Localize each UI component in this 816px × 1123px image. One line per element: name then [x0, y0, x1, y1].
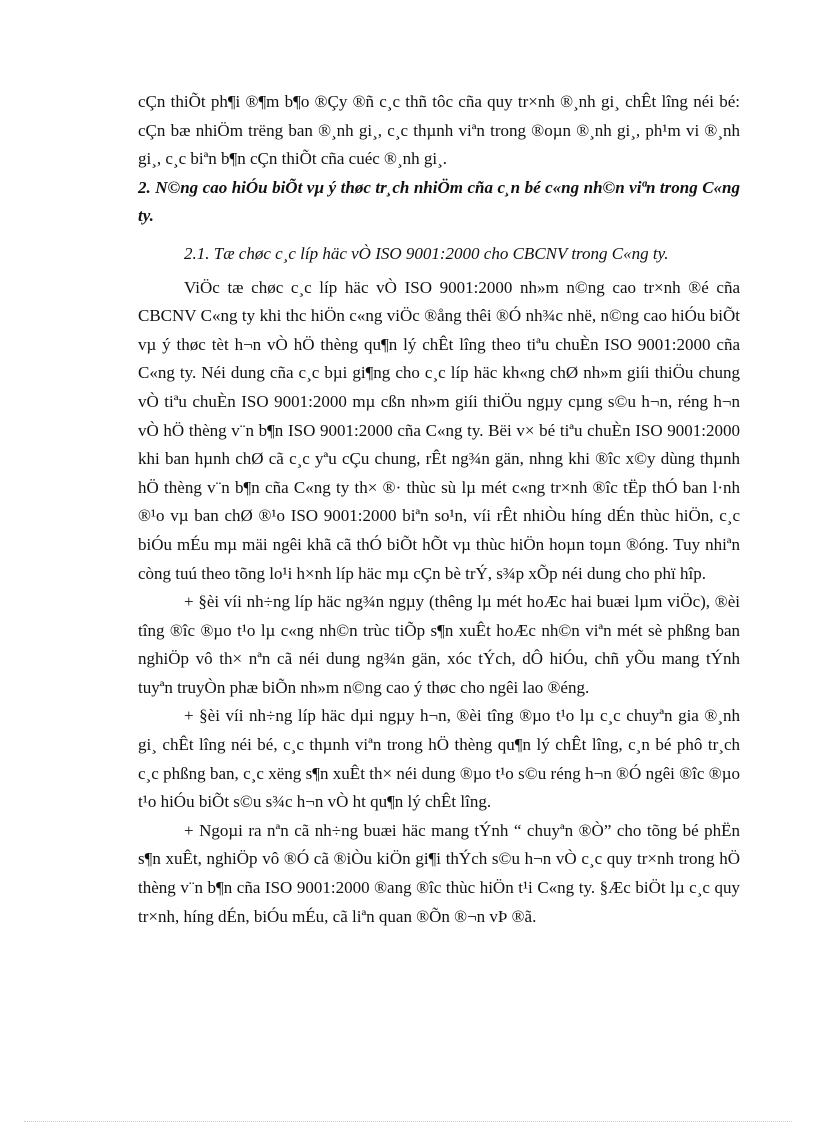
body-paragraph-1: ViÖc tæ chøc c¸c líp häc vÒ ISO 9001:2000 nh»m n©ng cao tr×nh ®é cña CBCNV C«ng ty khi thc hiÖn c«ng viÖc ®ång thêi ®Ó nh¾c nhë, n©ng cao hiÓu biÕt vµ ý thøc tèt h¬n vÒ hÖ thèng qu¶n lý chÊt lîng theo tiªu chuÈn ISO 9001:2000 cña C«ng ty. Néi dung cña c¸c bµi gi¶ng cho c¸c líp häc kh«ng chØ nh»m giíi thiÖu chung vÒ tiªu chuÈn ISO 9001:2000 mµ cßn nh»m giíi thiÖu ngµy cµng s©u h¬n, réng h¬n vÒ hÖ thèng v¨n b¶n ISO 9001:2000 cña C«ng ty. Bëi v× bé tiªu chuÈn ISO 9001:2000 khi ban hµnh chØ cã c¸c yªu cÇu chung, rÊt ng¾n gän, nhng khi ®îc x©y dùng thµnh hÖ thèng v¨n b¶n cña C«ng ty th× ®· thùc sù lµ mét c«ng tr×nh ®îc tËp thÓ ban l·nh ®¹o vµ ban chØ ®¹o ISO 9001:2000 biªn so¹n, víi rÊt nhiÒu híng dÉn thùc hiÖn, c¸c biÓu mÉu mµ mäi ngêi khã cã thÓ biÕt hÕt vµ thùc hiÖn hoµn toµn ®óng. Tuy nhiªn còng tuú theo tõng lo¹i h×nh líp häc mµ cÇn bè trÝ, s¾p xÕp néi dung cho phï hîp.	[138, 277, 740, 583]
document-page	[138, 88, 740, 931]
intro-paragraph: cÇn thiÕt ph¶i ®¶m b¶o ®Çy ®ñ c¸c thñ tôc cña quy tr×nh ®¸nh gi¸ chÊt lîng néi bé: cÇn bæ nhiÖm trëng ban ®¸nh gi¸, c¸c thµnh viªn trong ®oµn ®¸nh gi¸, ph¹m vi ®¸nh gi¸, c¸c biªn b¶n cÇn thiÕt cña cuéc ®¸nh gi¸.	[138, 92, 740, 169]
body-paragraph-2: + §èi víi nh÷ng líp häc ng¾n ngµy (thêng lµ mét hoÆc hai buæi lµm viÖc), ®èi tîng ®îc ®µo t¹o lµ c«ng nh©n trùc tiÕp s¶n xuÊt hoÆc nh©n viªn mét sè phßng ban nghiÖp vô th× nªn cã néi dung ng¾n gän, xóc tÝch, dÔ hiÓu, chñ yÕu mang tÝnh tuyªn truyÒn phæ biÕn nh»m n©ng cao ý thøc cho ngêi lao ®éng.	[138, 592, 740, 697]
body-paragraph-3: + §èi víi nh÷ng líp häc dµi ngµy h¬n, ®èi tîng ®µo t¹o lµ c¸c chuyªn gia ®¸nh gi¸ chÊt lîng néi bé, c¸c thµnh viªn trong hÖ thèng qu¶n lý chÊt lîng, c¸n bé phô tr¸ch c¸c phßng ban, c¸c xëng s¶n xuÊt th× néi dung ®µo t¹o s©u réng h¬n ®Ó ngêi ®îc ®µo t¹o hiÓu biÕt s©u s¾c h¬n vÒ ht qu¶n lý chÊt lîng.	[138, 706, 740, 812]
subsection-heading: 2.1. Tæ chøc c¸c líp häc vÒ ISO 9001:2000 cho CBCNV trong C«ng ty.	[184, 243, 669, 263]
section-heading: 2. N©ng cao hiÓu biÕt vµ ý thøc tr¸ch nhiÖm cña c¸n bé c«ng nh©n viªn trong C«ng ty.	[138, 177, 740, 226]
page-bottom-divider	[24, 1121, 792, 1122]
body-paragraph-4: + Ngoµi ra nªn cã nh÷ng buæi häc mang tÝnh “ chuyªn ®Ò” cho tõng bé phËn s¶n xuÊt, nghiÖp vô ®Ó cã ®iÒu kiÖn gi¶i thÝch s©u h¬n vÒ c¸c quy tr×nh trong hÖ thèng v¨n b¶n cña ISO 9001:2000 ®ang ®îc thùc hiÖn t¹i C«ng ty. §Æc biÖt lµ c¸c quy tr×nh, híng dÉn, biÓu mÉu, cã liªn quan ®Õn ®¬n vÞ ®ã.	[138, 820, 740, 926]
